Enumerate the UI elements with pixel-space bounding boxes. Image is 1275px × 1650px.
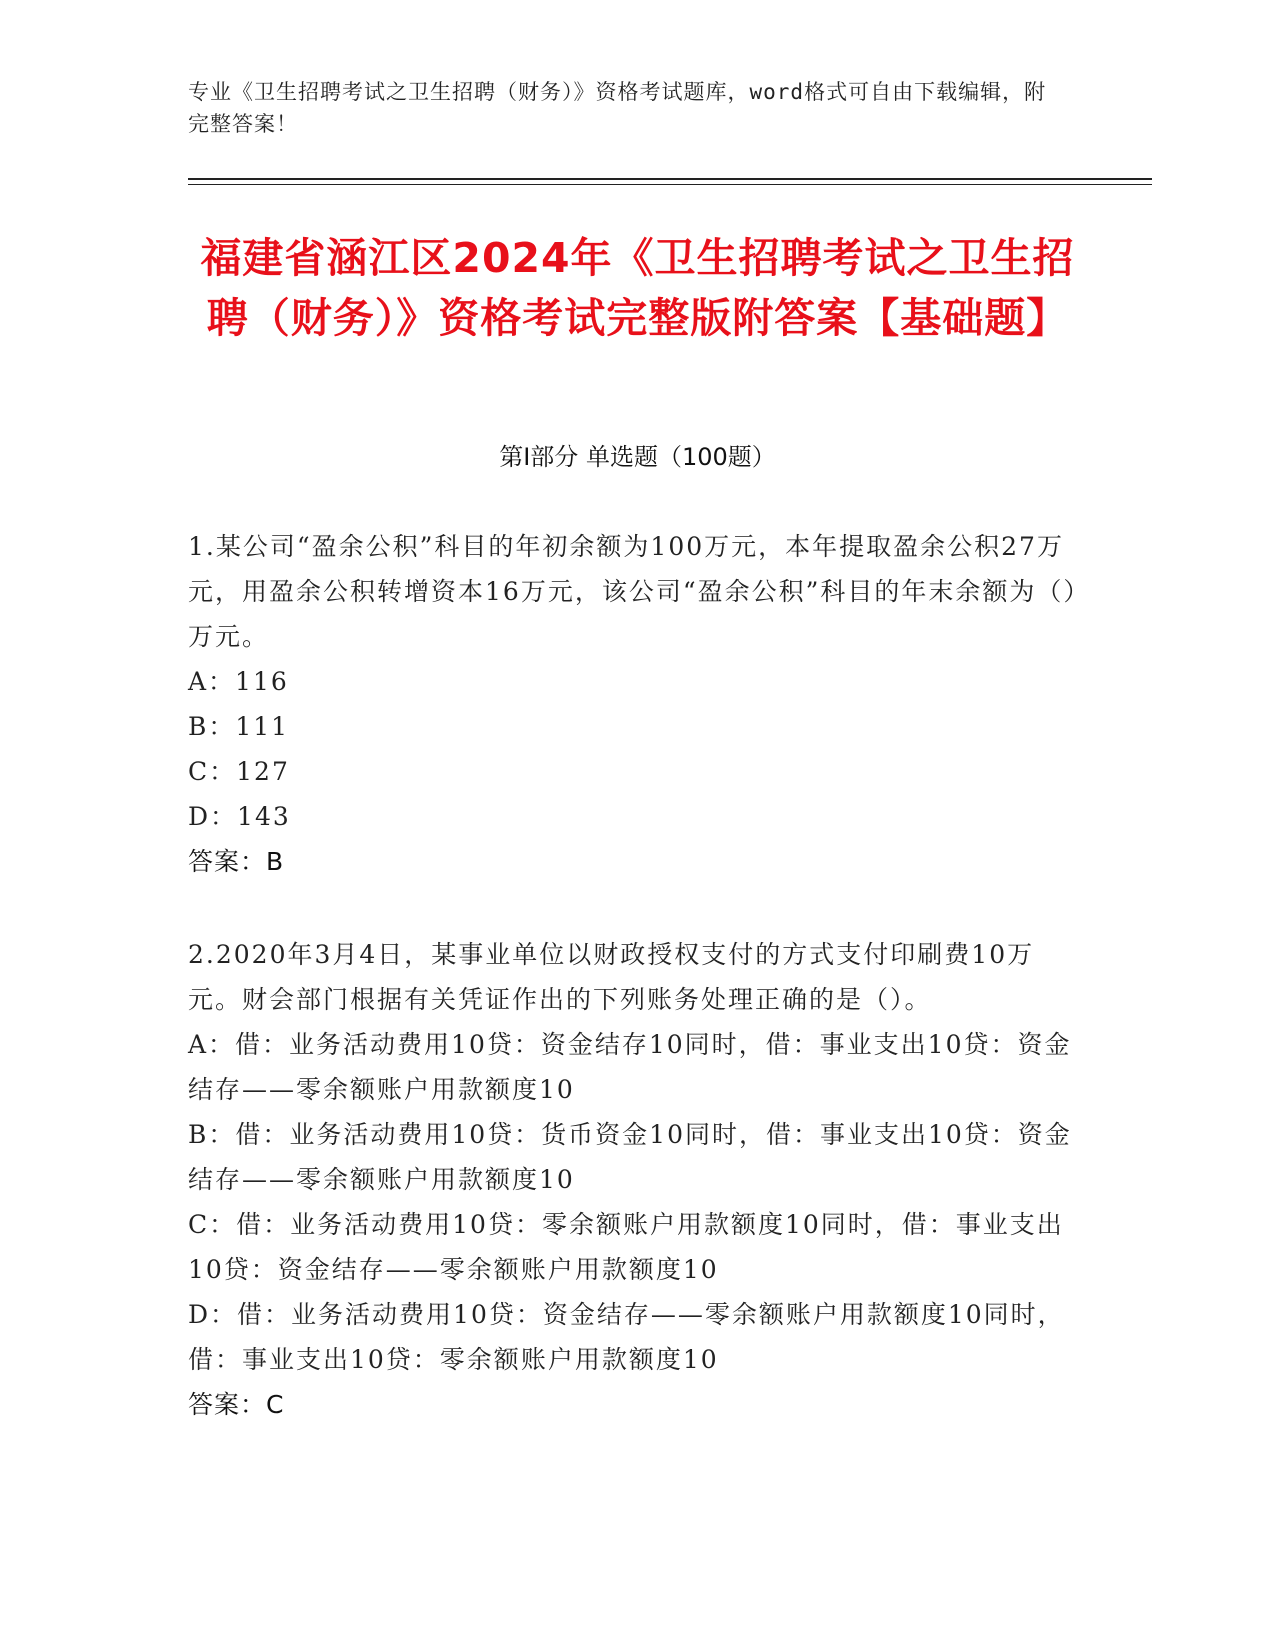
question-stem: 2.2020年3月4日，某事业单位以财政授权支付的方式支付印刷费10万元。财会部门根据有关凭证作出的下列账务处理正确的是（）。 [188, 940, 1035, 1014]
option-a: A：借：业务活动费用10贷：资金结存10同时，借：事业支出10贷：资金结存——零余额账户用款额度10 [188, 1030, 1072, 1104]
header-divider-thick [188, 178, 1152, 180]
question-stem: 1.某公司“盈余公积”科目的年初余额为100万元，本年提取盈余公积27万元，用盈余公积转增资本16万元，该公司“盈余公积”科目的年末余额为（）万元。 [188, 532, 1078, 651]
answer-label: 答案：B [188, 847, 285, 876]
answer-label: 答案：C [188, 1390, 285, 1419]
option-d: D：143 [188, 802, 291, 831]
option-b: B：借：业务活动费用10贷：货币资金10同时，借：事业支出10贷：资金结存——零余额账户用款额度10 [188, 1120, 1072, 1194]
option-c: C：127 [188, 757, 290, 786]
option-b: B：111 [188, 712, 290, 741]
section-heading: 第I部分 单选题（100题） [499, 443, 776, 471]
question-2 [188, 932, 1078, 1427]
document-title: 福建省涵江区2024年《卫生招聘考试之卫生招聘（财务）》资格考试完整版附答案【基础题】 [200, 234, 1075, 342]
option-d: D：借：业务活动费用10贷：资金结存——零余额账户用款额度10同时，借：事业支出10贷：零余额账户用款额度10 [188, 1300, 1065, 1374]
header-note: 专业《卫生招聘考试之卫生招聘（财务）》资格考试题库，word格式可自由下载编辑，附完整答案！ [188, 80, 1047, 136]
option-c: C：借：业务活动费用10贷：零余额账户用款额度10同时，借：事业支出10贷：资金结存——零余额账户用款额度10 [188, 1210, 1064, 1284]
header-divider-thin [188, 184, 1152, 185]
question-1 [188, 524, 1078, 884]
option-a: A：116 [188, 667, 289, 696]
